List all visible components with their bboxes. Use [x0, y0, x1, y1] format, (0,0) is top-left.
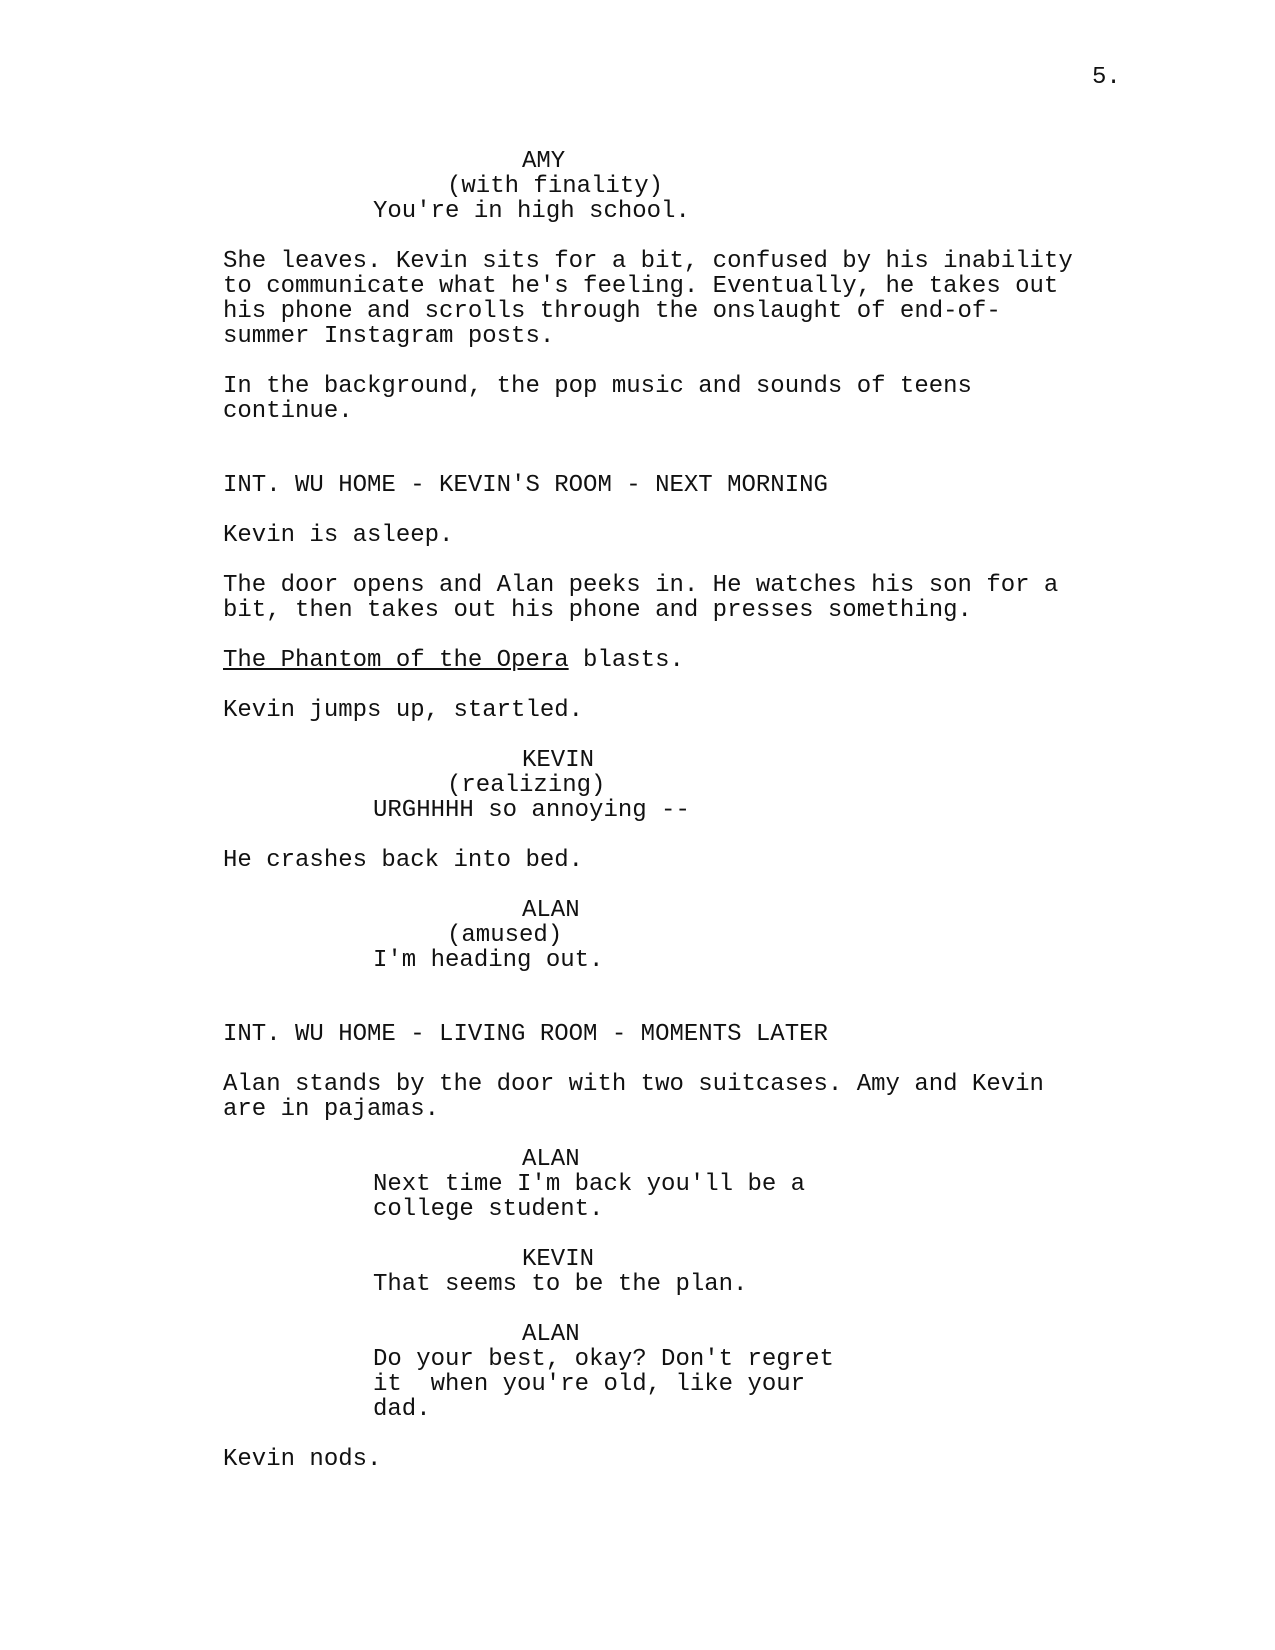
dialogue-line: You're in high school.	[373, 198, 690, 225]
parenthetical: (amused)	[447, 922, 563, 949]
scene-heading: INT. WU HOME - KEVIN'S ROOM - NEXT MORNING	[223, 472, 828, 499]
dialogue-line: URGHHHH so annoying --	[373, 797, 690, 824]
action-line: Kevin jumps up, startled.	[223, 697, 584, 724]
character-name: ALAN	[522, 1146, 580, 1173]
action-line: In the background, the pop music and sounds of teens	[223, 373, 972, 400]
parenthetical: (with finality)	[447, 173, 664, 200]
action-line: Kevin nods.	[223, 1446, 382, 1473]
character-name: AMY	[522, 148, 566, 175]
action-line: She leaves. Kevin sits for a bit, confused by his inability	[223, 248, 1073, 275]
page-number: 5.	[1092, 64, 1121, 91]
action-text: blasts.	[568, 647, 684, 674]
action-line: Alan stands by the door with two suitcases. Amy and Kevin	[223, 1071, 1044, 1098]
action-line	[223, 648, 684, 673]
action-line: Kevin is asleep.	[223, 522, 454, 549]
character-name: ALAN	[522, 897, 580, 924]
dialogue-line: dad.	[373, 1396, 431, 1423]
dialogue-line: That seems to be the plan.	[373, 1271, 748, 1298]
parenthetical: (realizing)	[447, 772, 606, 799]
character-name: KEVIN	[522, 1246, 595, 1273]
action-line: summer Instagram posts.	[223, 323, 555, 350]
action-line: The door opens and Alan peeks in. He watches his son for a	[223, 572, 1059, 599]
action-line: bit, then takes out his phone and presses something.	[223, 597, 972, 624]
action-line: are in pajamas.	[223, 1096, 440, 1123]
action-line: He crashes back into bed.	[223, 847, 584, 874]
dialogue-line: Next time I'm back you'll be a	[373, 1171, 806, 1198]
action-line: to communicate what he's feeling. Eventually, he takes out	[223, 273, 1059, 300]
action-line: continue.	[223, 398, 353, 425]
dialogue-line: Do your best, okay? Don't regret	[373, 1346, 834, 1373]
scene-heading: INT. WU HOME - LIVING ROOM - MOMENTS LATER	[223, 1021, 828, 1048]
character-name: ALAN	[522, 1321, 580, 1348]
underlined-title: The Phantom of the Opera	[223, 647, 569, 674]
character-name: KEVIN	[522, 747, 595, 774]
dialogue-line: it when you're old, like your	[373, 1371, 806, 1398]
dialogue-line: college student.	[373, 1196, 604, 1223]
action-line: his phone and scrolls through the onslaught of end-of-	[223, 298, 1001, 325]
dialogue-line: I'm heading out.	[373, 947, 604, 974]
